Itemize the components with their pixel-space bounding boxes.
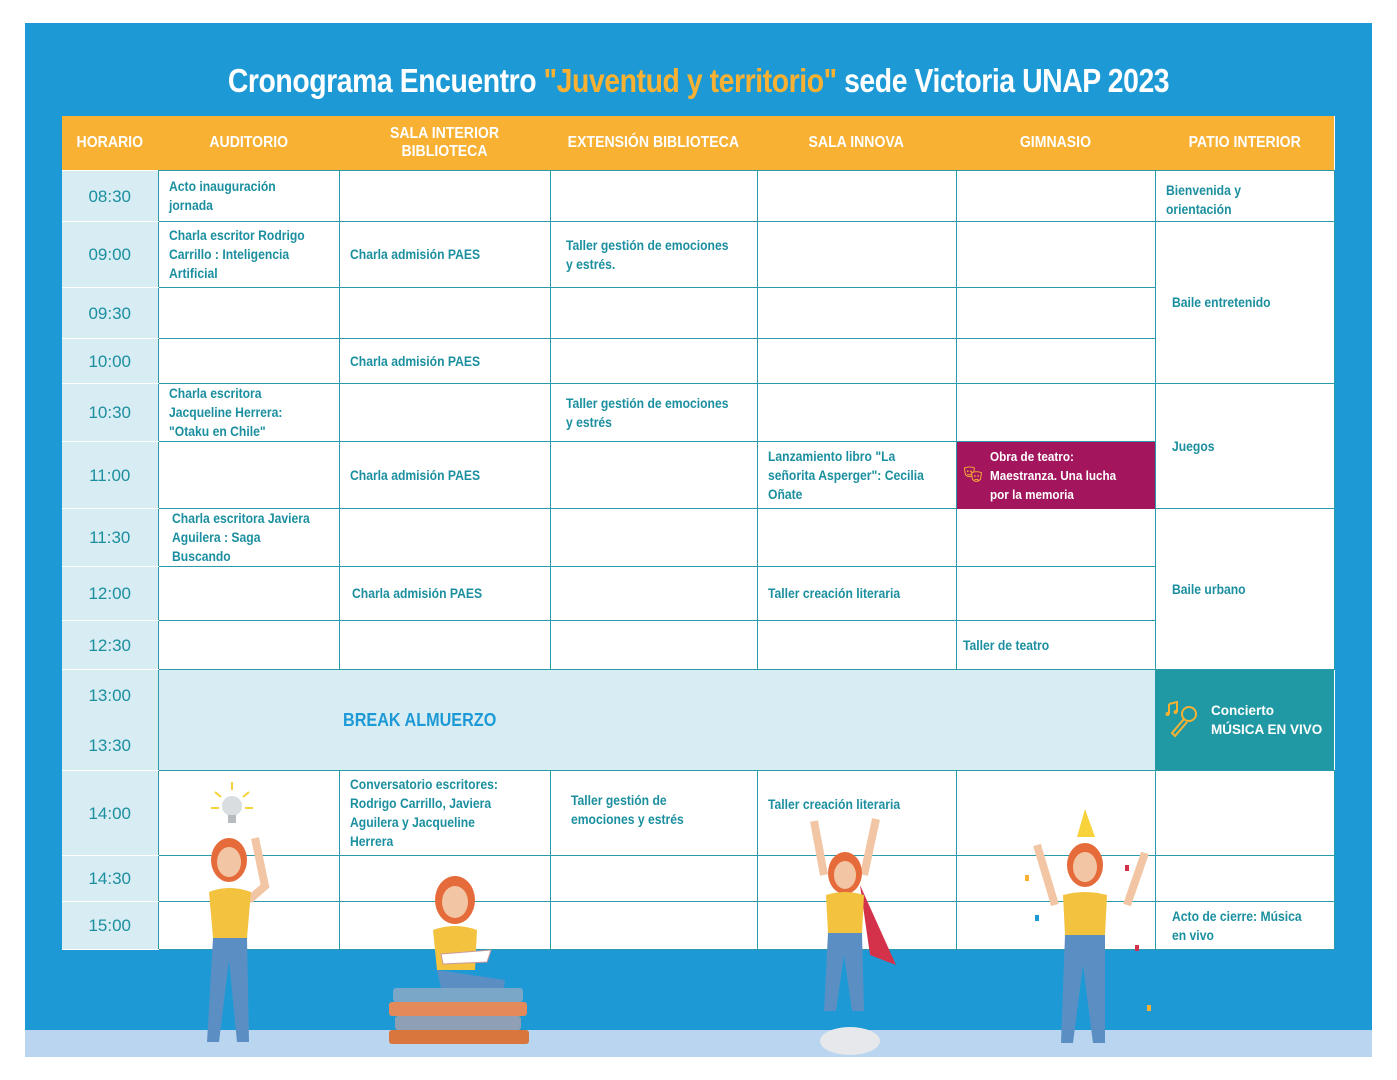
empty-cell xyxy=(757,222,956,288)
event-cell: Juegos xyxy=(1155,384,1334,509)
header-auditorio: AUDITORIO xyxy=(158,116,339,171)
event-cell: Baile entretenido xyxy=(1155,222,1334,384)
time-cell: 12:30 xyxy=(62,621,158,670)
empty-cell xyxy=(550,288,757,339)
character-party-illustration xyxy=(1015,805,1175,1055)
empty-cell xyxy=(339,384,550,442)
time-cell-break xyxy=(62,670,158,771)
empty-cell xyxy=(339,171,550,222)
event-cell: Charla escritora Javiera Aguilera : Saga Buscando xyxy=(158,509,339,567)
time-cell: 10:30 xyxy=(62,384,158,442)
event-cell: Taller gestión de emociones y estrés. xyxy=(550,222,757,288)
theater-masks-icon xyxy=(963,456,983,494)
table-row xyxy=(62,442,1334,509)
time-cell: 11:30 xyxy=(62,509,158,567)
event-cell: Taller de teatro xyxy=(956,621,1155,670)
time-cell: 10:00 xyxy=(62,339,158,384)
time-cell: 09:00 xyxy=(62,222,158,288)
character-idea-illustration xyxy=(195,770,295,1050)
time-cell: 15:00 xyxy=(62,902,158,950)
time-cell: 11:00 xyxy=(62,442,158,509)
teatro-event-cell: Obra de teatro: Maestranza. Una lucha por la memoria xyxy=(956,442,1155,509)
empty-cell xyxy=(158,339,339,384)
concierto-event-cell xyxy=(1155,670,1334,771)
time-cell: 09:30 xyxy=(62,288,158,339)
empty-cell xyxy=(956,509,1155,567)
time-cell: 14:30 xyxy=(62,856,158,902)
header-extension: EXTENSIÓN BIBLIOTECA xyxy=(550,116,757,171)
time-cell: 12:00 xyxy=(62,567,158,621)
table-row xyxy=(62,339,1334,384)
header-sala-interior: SALA INTERIOR BIBLIOTECA xyxy=(339,116,550,171)
empty-cell xyxy=(757,509,956,567)
empty-cell xyxy=(1155,856,1334,902)
empty-cell xyxy=(1155,771,1334,856)
header-sala-innova: SALA INNOVA xyxy=(757,116,956,171)
table-row xyxy=(62,222,1334,288)
event-cell: Taller gestión de emociones y estrés xyxy=(550,384,757,442)
empty-cell xyxy=(339,621,550,670)
time-1330: 13:30 xyxy=(88,735,132,755)
event-cell: Acto inauguración jornada xyxy=(158,171,339,222)
empty-cell xyxy=(550,567,757,621)
event-cell: Acto de cierre: Música en vivo xyxy=(1155,902,1334,950)
empty-cell xyxy=(757,339,956,384)
empty-cell xyxy=(550,171,757,222)
page-title: Cronograma Encuentro "Juventud y territorio" sede Victoria UNAP 2023 xyxy=(227,62,1170,99)
concierto-title: Concierto xyxy=(1211,703,1275,718)
header-row xyxy=(62,116,1334,171)
table-row xyxy=(62,509,1334,567)
event-cell: Charla admisión PAES xyxy=(339,222,550,288)
empty-cell xyxy=(757,384,956,442)
empty-cell xyxy=(550,339,757,384)
header-patio: PATIO INTERIOR xyxy=(1155,116,1334,171)
empty-cell xyxy=(550,902,757,950)
time-1300: 13:00 xyxy=(88,685,132,705)
table-row xyxy=(62,288,1334,339)
empty-cell xyxy=(158,621,339,670)
event-cell: Bienvenida y orientación xyxy=(1155,171,1334,222)
empty-cell xyxy=(956,288,1155,339)
music-microphone-icon xyxy=(1165,700,1203,740)
empty-cell xyxy=(956,171,1155,222)
table-row xyxy=(62,567,1334,621)
empty-cell xyxy=(956,339,1155,384)
empty-cell xyxy=(158,288,339,339)
empty-cell xyxy=(956,222,1155,288)
header-gimnasio: GIMNASIO xyxy=(956,116,1155,171)
empty-cell xyxy=(757,621,956,670)
event-cell: Charla admisión PAES xyxy=(339,567,550,621)
lightbulb-icon xyxy=(211,782,253,823)
empty-cell xyxy=(158,567,339,621)
header-horario: HORARIO xyxy=(62,116,158,171)
character-superhero-illustration xyxy=(800,815,910,1060)
event-cell: Charla admisión PAES xyxy=(339,442,550,509)
event-cell: Taller creación literaria xyxy=(757,567,956,621)
empty-cell xyxy=(550,621,757,670)
empty-cell xyxy=(550,442,757,509)
table-row xyxy=(62,384,1334,442)
empty-cell xyxy=(757,288,956,339)
table-row xyxy=(62,621,1334,670)
event-cell: Baile urbano xyxy=(1155,509,1334,670)
empty-cell xyxy=(550,856,757,902)
event-cell: Charla admisión PAES xyxy=(339,339,550,384)
event-cell: Charla escritor Rodrigo Carrillo : Inteligencia Artificial xyxy=(158,222,339,288)
empty-cell xyxy=(956,567,1155,621)
concierto-subtitle: MÚSICA EN VIVO xyxy=(1211,722,1323,737)
table-row xyxy=(62,171,1334,222)
event-cell: Taller gestión de emociones y estrés xyxy=(550,771,757,856)
event-cell: Charla escritora Jacqueline Herrera: "Otaku en Chile" xyxy=(158,384,339,442)
event-cell: Conversatorio escritores: Rodrigo Carrillo, Javiera Aguilera y Jacqueline Herrera xyxy=(339,771,550,856)
event-cell: Taller creación literaria xyxy=(757,771,956,856)
empty-cell xyxy=(339,288,550,339)
empty-cell xyxy=(550,509,757,567)
event-cell: Lanzamiento libro "La señorita Asperger": Cecilia Oñate xyxy=(757,442,956,509)
empty-cell xyxy=(757,171,956,222)
title-highlight: "Juventud y territorio" xyxy=(543,62,837,99)
character-reading-illustration xyxy=(385,870,535,1055)
break-cell: BREAK ALMUERZO xyxy=(158,670,1155,771)
time-cell: 08:30 xyxy=(62,171,158,222)
empty-cell xyxy=(956,384,1155,442)
empty-cell xyxy=(339,509,550,567)
empty-cell xyxy=(158,442,339,509)
table-row xyxy=(62,670,1334,771)
time-cell: 14:00 xyxy=(62,771,158,856)
